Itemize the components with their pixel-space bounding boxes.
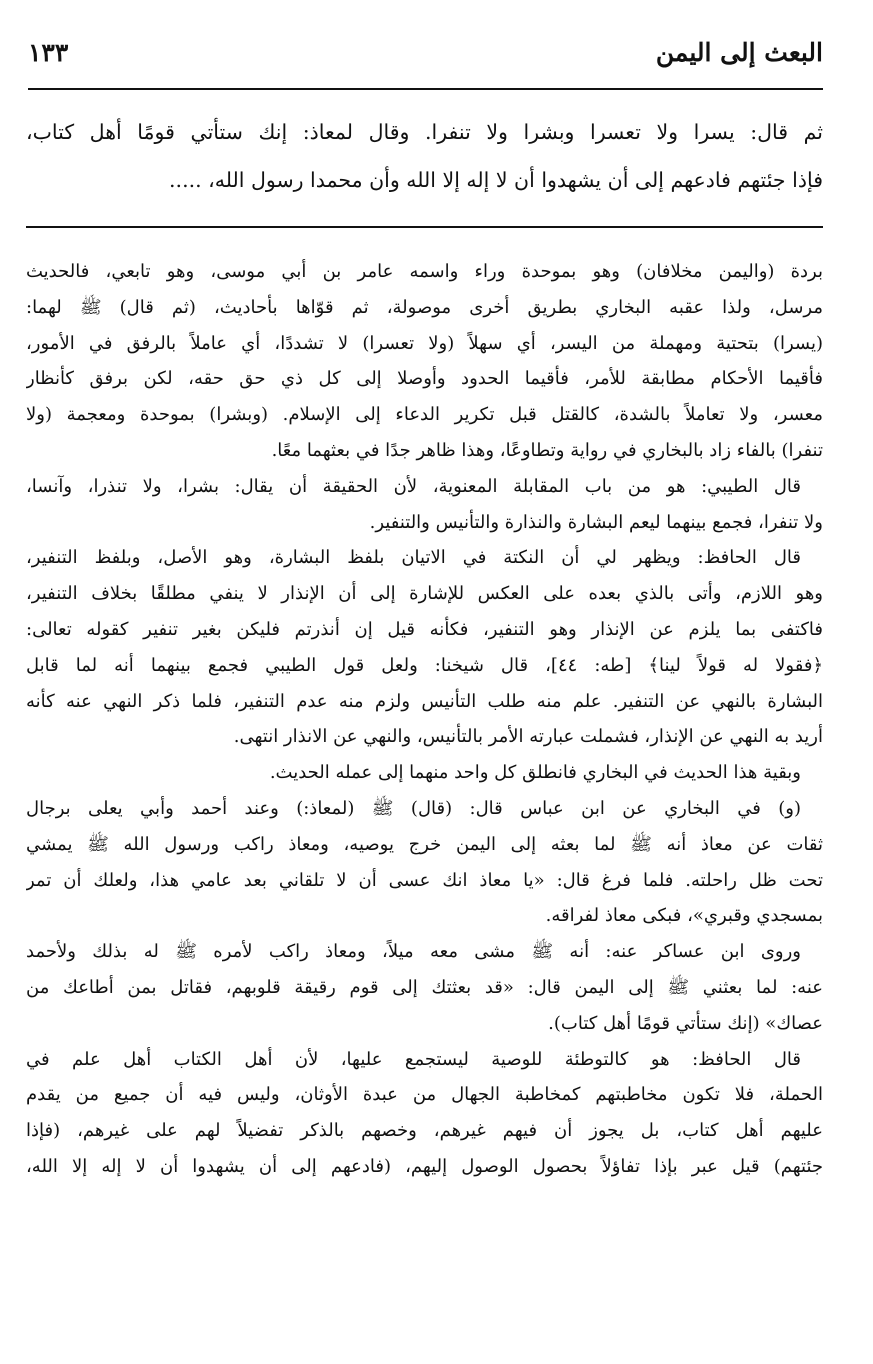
commentary-line: ثقات عن معاذ أنه ﷺ لما بعثه إلى اليمن خرج يوصيه، ومعاذ راكب ورسول الله ﷺ يمشي — [26, 833, 823, 855]
running-title: البعث إلى اليمن — [655, 38, 823, 67]
commentary-line: (و) في البخاري عن ابن عباس قال: (قال) ﷺ (لمعاذ:) وعند أحمد وأبي يعلى برجال — [26, 797, 801, 819]
commentary-line: عنه: لما بعثني ﷺ إلى اليمن قال: «قد بعثتك إلى قوم رقيقة قلوبهم، فقاتل بمن أطاعك من — [26, 976, 823, 998]
commentary-line: فأقيما الأحكام مطابقة للأمر، فأقيما الحدود وأوصلا إلى كل ذي حق حقه، لكن برفق كأنظار — [26, 368, 823, 390]
hadith-text — [26, 108, 823, 228]
page-number: ١٣٣ — [28, 38, 69, 67]
commentary-line: وبقية هذا الحديث في البخاري فانطلق كل واحد منهما إلى عمله الحديث. — [269, 762, 801, 784]
commentary-line: عليهم أهل كتاب، بل يجوز أن فيهم غيرهم، وخصهم بالذكر تفضيلاً لهم على غيرهم، (فإذا — [26, 1120, 823, 1142]
commentary-line: بمسجدي وقبري»، فبكى معاذ لفراقه. — [545, 905, 823, 927]
commentary-line: معسر، ولا تعاملاً بالشدة، كالقتل قبل تكرير الدعاء إلى الإسلام. (وبشرا) بموحدة ومعجمة (ولا — [26, 404, 823, 426]
commentary-line: مرسل، ولذا عقبه البخاري بطريق أخرى موصولة، ثم قوّاها بأحاديث، (ثم قال) ﷺ لهما: — [26, 296, 823, 318]
page-header — [28, 30, 823, 90]
commentary-line: أريد به النهي عن الإنذار، فشملت عبارته الأمر بالتأنيس، والنهي عن الانذار انتهى. — [233, 726, 823, 748]
commentary-line: تنفرا) بالفاء زاد بالبخاري في رواية وتطاوعًا، وهذا ظاهر جدًا في بعثهما معًا. — [271, 439, 823, 461]
commentary-line: قال الطيبي: هو من باب المقابلة المعنوية، لأن الحقيقة أن يقال: بشرا، ولا تنذرا، وآنسا، — [26, 475, 801, 497]
commentary-line: البشارة بالنهي عن التنفير. علم منه طلب التأنيس ولزم منه عدم التنفير، فلما ذكر النهي عنه كأنه — [26, 690, 823, 712]
commentary-line: وهو اللازم، وأتى بالذي بعده على العكس للإشارة إلى أن الإنذار لا ينفي مطلقًا بخلاف التنفير، — [26, 583, 823, 605]
hadith-line: ثم قال: يسرا ولا تعسرا وبشرا ولا تنفرا. وقال لمعاذ: إنك ستأتي قومًا أهل كتاب، — [26, 120, 823, 144]
commentary-line: جئتهم) قيل عبر بإذا تفاؤلاً بحصول الوصول إليهم، (فادعهم إلى أن يشهدوا أن لا إله إلا الله، — [26, 1155, 823, 1177]
commentary-line: فاكتفى بما يلزم عن الإنذار وهو التنفير، فكأنه قيل إن أنذرتم فليكن بغير تنفير كقوله تعالى: — [26, 618, 823, 640]
commentary-line: ولا تنفرا، فجمع بينهما ليعم البشارة والنذارة والتأنيس والتنفير. — [369, 511, 823, 533]
commentary-line: قال الحافظ: هو كالتوطئة للوصية ليستجمع عليها، لأن أهل الكتاب أهل علم في — [26, 1048, 801, 1070]
commentary-line: (يسرا) بتحتية ومهملة من اليسر، أي سهلاً (ولا تعسرا) لا تشددًا، أي عاملاً بالرفق في الأمور، — [26, 332, 823, 354]
commentary-line: بردة (واليمن مخلافان) وهو بموحدة وراء واسمه عامر بن أبي موسى، وهو تابعي، فالحديث — [26, 261, 823, 282]
commentary-line: وروى ابن عساكر عنه: أنه ﷺ مشى معه ميلاً، ومعاذ راكب لأمره ﷺ له بذلك ولأحمد — [26, 941, 801, 963]
commentary-line: قال الحافظ: ويظهر لي أن النكتة في الاتيان بلفظ البشارة، وهو الأصل، وبلفظ التنفير، — [26, 547, 801, 569]
hadith-line: فإذا جئتهم فادعهم إلى أن يشهدوا أن لا إله إلا الله وأن محمدا رسول الله، .....‏ — [169, 168, 823, 192]
commentary-line: عصاك» (إنك ستأتي قومًا أهل كتاب). — [548, 1012, 823, 1034]
commentary-line: تحت ظل راحلته. فلما فرغ قال: «يا معاذ انك عسى أن لا تلقاني بعد عامي هذا، ولعلك أن تمر — [26, 869, 823, 891]
commentary-text — [26, 254, 823, 1185]
commentary-line: الحملة، فلا تكون مخاطبتهم كمخاطبة الجهال من عبدة الأوثان، وليس فيه أن جميع من يقدم — [26, 1084, 823, 1106]
commentary-line: ﴿فقولا له قولاً لينا﴾ [طه: ٤٤]، قال شيخنا: ولعل قول الطيبي فجمع بينهما أنه لما قابل — [26, 654, 823, 676]
